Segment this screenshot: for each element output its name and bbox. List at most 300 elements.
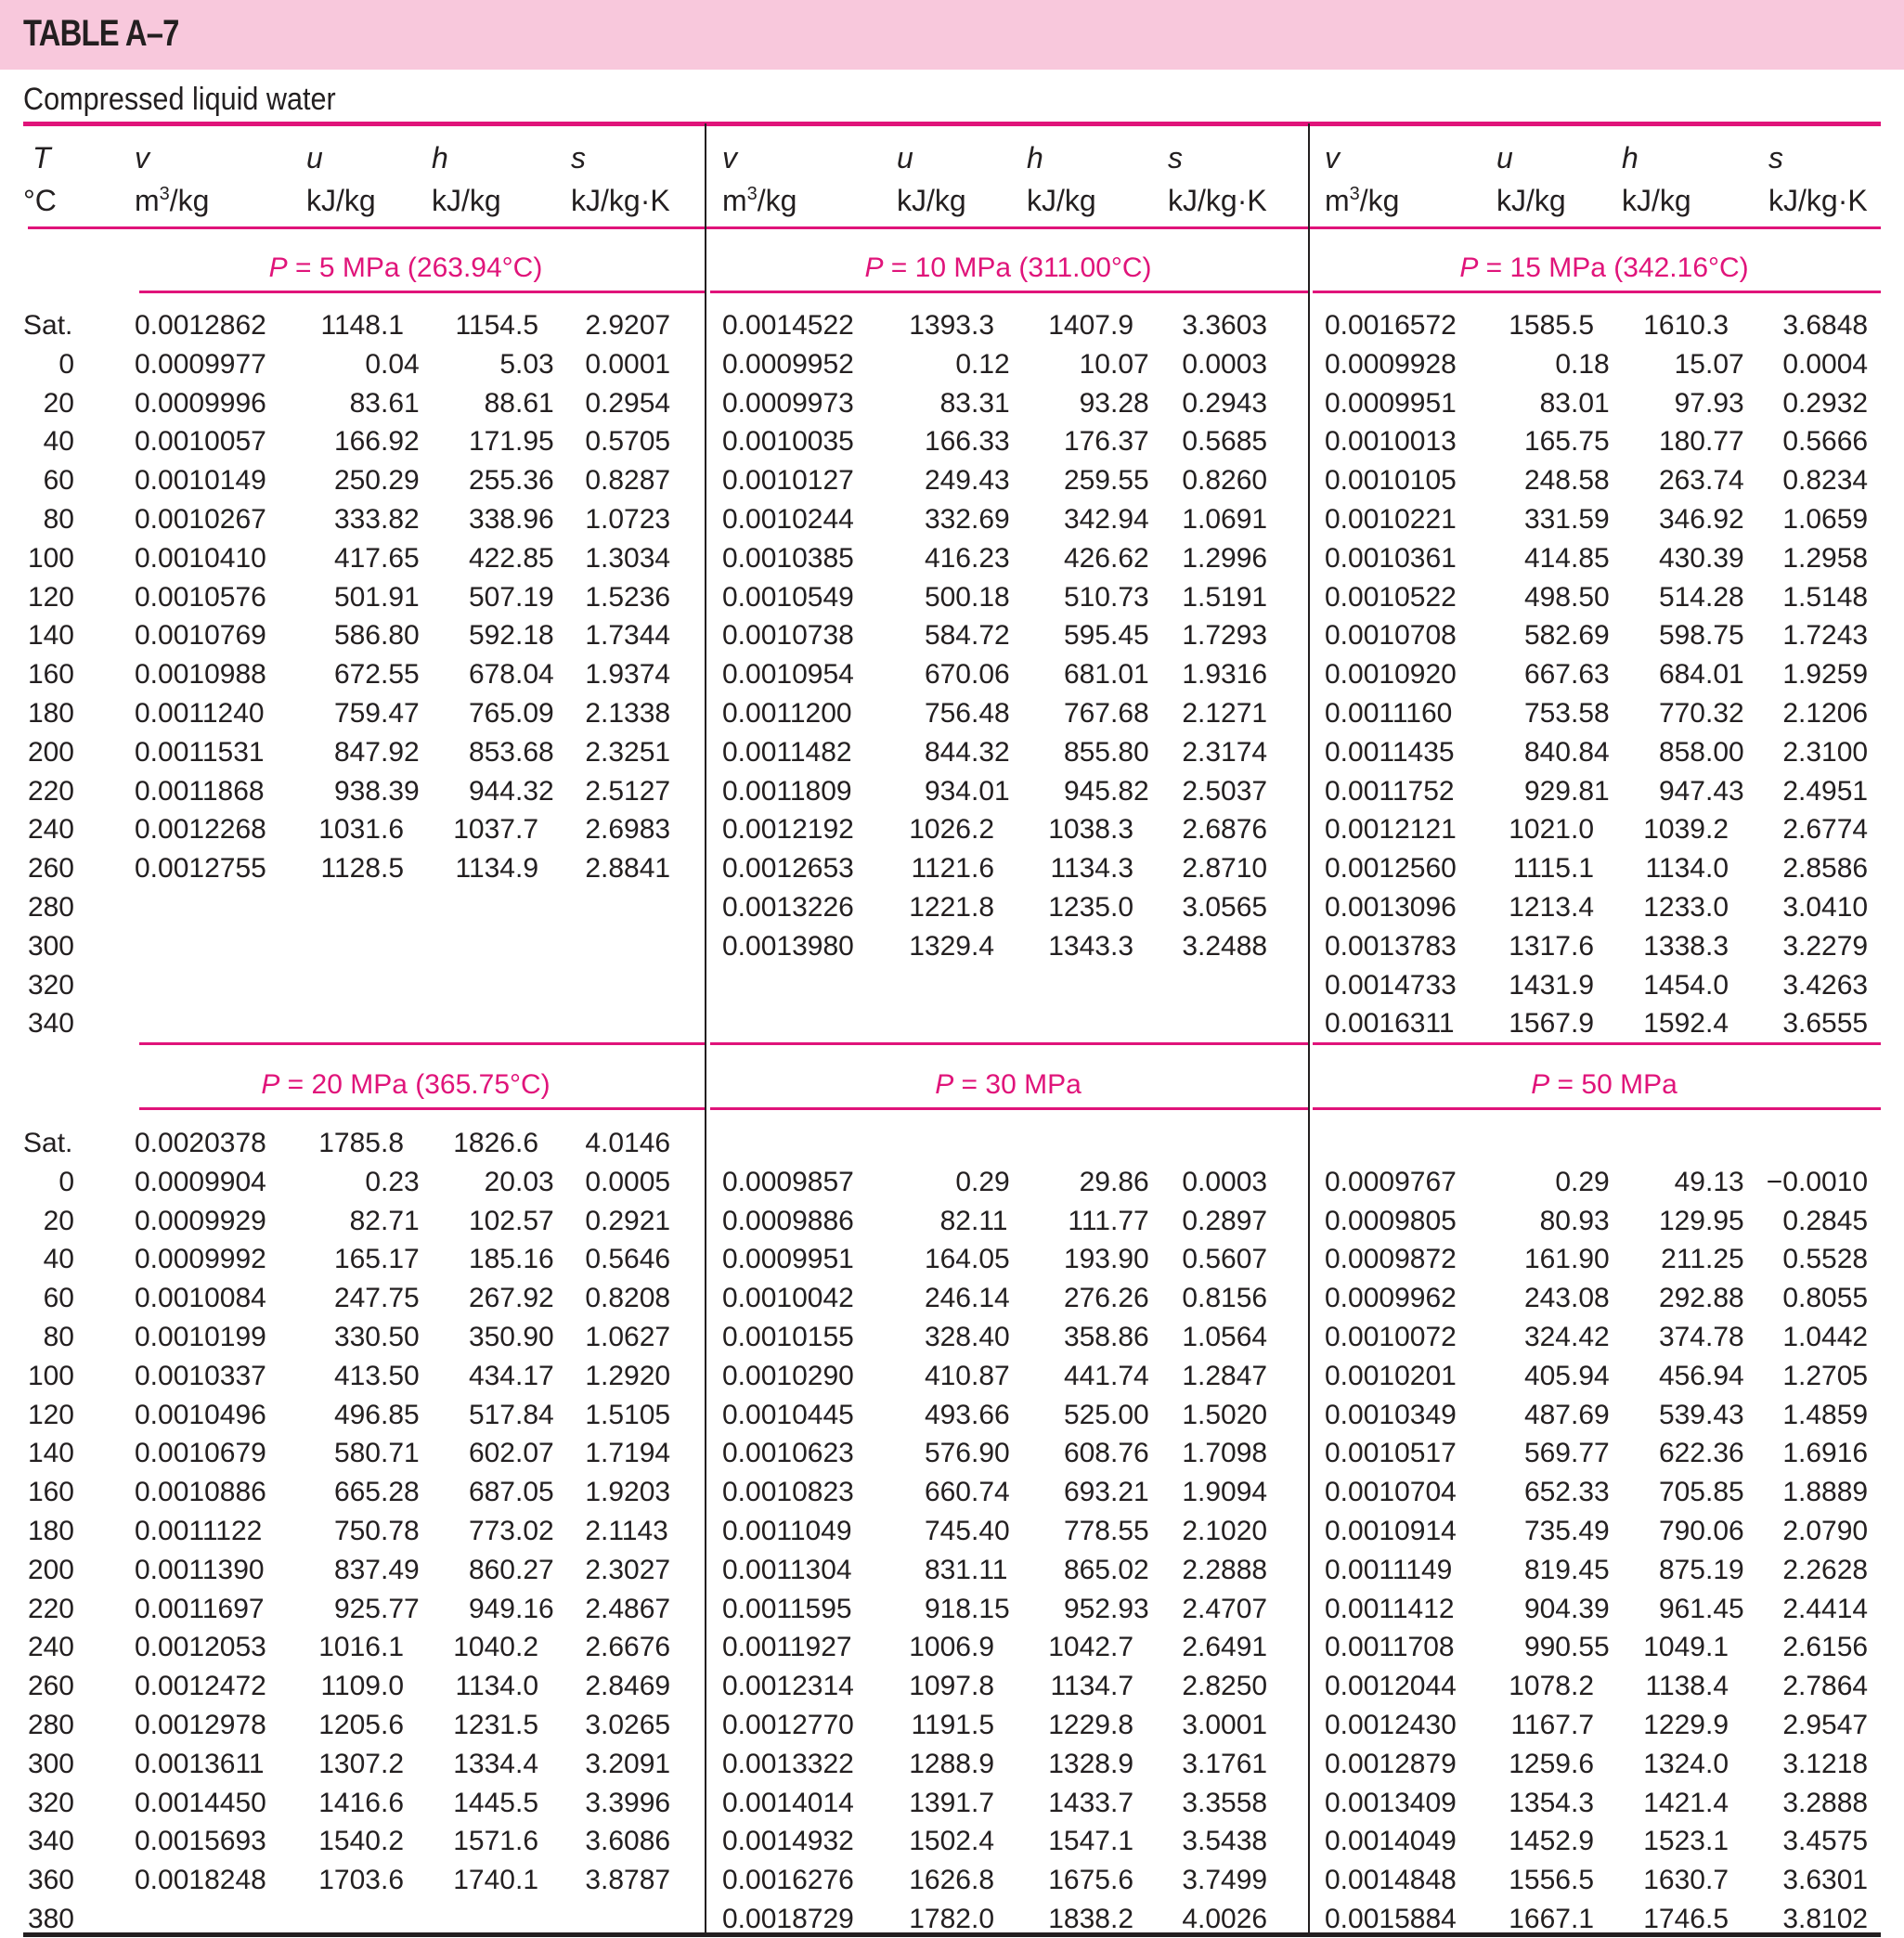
temperature-cell: 280: [27, 892, 74, 923]
pressure-label-1-2: [776, 252, 1240, 284]
cell-s-frac: .7344: [601, 620, 671, 652]
cell-v: 0.0010914: [1325, 1516, 1457, 1546]
cell-v: 0.0012978: [135, 1710, 266, 1740]
cell-v: 0.0010361: [1325, 542, 1457, 574]
cell-v: 0.0012862: [135, 310, 266, 341]
cell-h-frac: .9: [1110, 310, 1134, 341]
cell-u-frac: .8: [971, 892, 995, 923]
cell-u-frac: .08: [1571, 1283, 1610, 1314]
header-u-symbol-3: u: [1496, 141, 1513, 174]
cell-h-frac: .00: [1705, 736, 1744, 768]
cell-u-int: 918: [924, 1593, 971, 1624]
temperature-cell: Sat.: [23, 310, 73, 341]
cell-h-frac: .16: [515, 1593, 554, 1624]
cell-s-frac: .2628: [1798, 1554, 1869, 1585]
cell-u-frac: .15: [971, 1593, 1010, 1624]
cell-u-int: 1031: [318, 814, 381, 846]
cell-u-int: 672: [333, 659, 381, 691]
cell-h-frac: .4: [1705, 1787, 1729, 1818]
cell-h-frac: .43: [1705, 775, 1744, 807]
cell-h-frac: .2: [1705, 814, 1729, 846]
cell-v: 0.0014014: [722, 1787, 854, 1818]
cell-h-int: 1231: [453, 1710, 515, 1740]
cell-s-int: 2: [585, 814, 601, 846]
cell-v: 0.0011868: [135, 775, 265, 807]
cell-u-int: 330: [333, 1322, 381, 1352]
cell-u-int: 0: [365, 348, 381, 380]
cell-u-frac: .90: [971, 1438, 1010, 1469]
cell-h-frac: .4: [1705, 1008, 1729, 1040]
cell-h-int: 510: [1063, 581, 1110, 613]
cell-u-frac: .85: [381, 1399, 420, 1430]
cell-v: 0.0010954: [722, 659, 854, 691]
cell-s-frac: .8208: [601, 1283, 671, 1314]
cell-h-frac: .4: [515, 1748, 539, 1779]
cell-s-frac: .8841: [601, 853, 671, 885]
header-s-unit-2: kJ/kg·K: [1168, 184, 1267, 217]
cell-h-frac: .95: [1705, 1205, 1744, 1236]
cell-v: 0.0010149: [135, 465, 266, 497]
cell-s-int: 1: [1782, 542, 1798, 574]
cell-s-int: 1: [1182, 1322, 1198, 1352]
cell-h-frac: .3: [1110, 930, 1134, 962]
cell-s-frac: .5236: [601, 581, 671, 613]
cell-s-int: 2: [1182, 814, 1198, 846]
cell-s-frac: .0265: [601, 1710, 671, 1740]
cell-s-frac: .6774: [1798, 814, 1869, 846]
cell-v: 0.0010057: [135, 426, 266, 458]
cell-s-int: 1: [1782, 1477, 1798, 1508]
cell-u-int: 1667: [1509, 1904, 1571, 1934]
temperature-cell: 240: [27, 1632, 74, 1663]
temperature-cell: 140: [27, 1438, 74, 1469]
cell-v: 0.0013611: [135, 1748, 265, 1779]
cell-h-frac: .2: [1110, 1904, 1134, 1934]
cell-h-int: 276: [1063, 1283, 1110, 1314]
cell-h-int: 10: [1079, 348, 1110, 380]
cell-v: 0.0014932: [722, 1826, 854, 1857]
cell-s-int: 1: [1782, 659, 1798, 691]
temperature-cell: 260: [27, 1671, 74, 1702]
cell-u-int: 580: [333, 1438, 381, 1469]
cell-s-frac: .5191: [1198, 581, 1268, 613]
pressure-value: = 5 MPa (263.94°C): [287, 252, 543, 283]
cell-v: 0.0013409: [1325, 1787, 1457, 1818]
cell-v: 0.0012472: [135, 1671, 266, 1702]
cell-h-int: 1233: [1643, 892, 1705, 923]
header-s-symbol-1: s: [571, 141, 586, 174]
cell-u-int: 652: [1523, 1477, 1571, 1508]
cell-v: 0.0020378: [135, 1128, 266, 1158]
cell-h-int: 1740: [453, 1865, 515, 1896]
cell-v: 0.0012560: [1325, 853, 1457, 885]
unit-tail: /kg: [757, 184, 797, 217]
cell-u-frac: .87: [971, 1360, 1010, 1391]
cell-h-int: 1134: [455, 853, 515, 885]
cell-s-frac: .8889: [1798, 1477, 1869, 1508]
temperature-cell: 80: [43, 1322, 74, 1352]
cell-v: 0.0011240: [135, 698, 265, 729]
cell-u-int: 0: [1555, 348, 1571, 380]
cell-u-frac: .59: [1571, 504, 1610, 535]
cell-u-int: 1502: [909, 1826, 971, 1857]
cell-s-int: 2: [1182, 853, 1198, 885]
cell-h-frac: .32: [515, 775, 554, 807]
cell-u-frac: .8: [971, 1865, 995, 1896]
cell-v: 0.0011200: [722, 698, 852, 729]
cell-u-int: 82: [349, 1205, 381, 1236]
cell-s-frac: .0564: [1198, 1322, 1268, 1352]
cell-u-int: 1329: [909, 930, 971, 962]
cell-s-int: 2: [1182, 736, 1198, 768]
cell-u-int: 925: [333, 1593, 381, 1624]
cell-u-int: 1431: [1509, 969, 1571, 1001]
cell-s-frac: .0146: [601, 1128, 671, 1158]
cell-h-frac: .45: [1110, 620, 1149, 652]
cell-h-frac: .77: [1705, 426, 1744, 458]
cell-h-int: 171: [468, 426, 515, 458]
cell-s-frac: .2279: [1798, 930, 1869, 962]
temperature-cell: 380: [27, 1904, 74, 1934]
temperature-cell: 180: [27, 1516, 74, 1546]
cell-u-int: 1016: [318, 1632, 381, 1663]
cell-s-frac: .6491: [1198, 1632, 1268, 1663]
cell-s-int: 1: [1782, 1438, 1798, 1469]
cell-v: 0.0013096: [1325, 892, 1457, 923]
cell-v: 0.0012653: [722, 853, 854, 885]
cell-h-frac: .00: [1110, 1399, 1149, 1430]
cell-h-int: 622: [1658, 1438, 1705, 1469]
cell-s-int: 3: [1182, 892, 1198, 923]
cell-h-frac: .86: [1110, 1166, 1149, 1197]
cell-h-int: 15: [1674, 348, 1705, 380]
cell-h-int: 1826: [453, 1128, 515, 1158]
cell-s-int: 1: [1782, 1399, 1798, 1430]
cell-u-frac: .7: [1571, 1710, 1595, 1740]
cell-v: 0.0011412: [1325, 1593, 1455, 1624]
cell-u-int: 83: [939, 387, 971, 419]
cell-s-int: 0: [1182, 426, 1198, 458]
cell-h-frac: .93: [1110, 1593, 1149, 1624]
cell-v: 0.0010290: [722, 1360, 854, 1391]
cell-u-int: 324: [1523, 1322, 1571, 1352]
cell-s-int: 0: [585, 465, 601, 497]
cell-s-frac: .0026: [1198, 1904, 1268, 1934]
cell-v: 0.0010201: [1325, 1360, 1457, 1391]
temperature-cell: 60: [43, 465, 74, 497]
cell-u-frac: .81: [1571, 775, 1610, 807]
cell-h-frac: .3: [1110, 814, 1134, 846]
cell-s-int: 2: [585, 1516, 601, 1546]
cell-h-int: 422: [468, 542, 515, 574]
cell-u-int: 1115: [1512, 853, 1571, 885]
cell-s-int: 2: [1782, 853, 1798, 885]
cell-h-frac: .0: [1705, 969, 1729, 1001]
cell-s-frac: .8055: [1798, 1283, 1869, 1314]
cell-s-int: 1: [1782, 581, 1798, 613]
cell-u-frac: .50: [381, 1360, 420, 1391]
cell-v: 0.0010221: [1325, 504, 1457, 535]
cell-v: 0.0010522: [1325, 581, 1457, 613]
table-title: TABLE A–7: [23, 13, 179, 54]
cell-h-int: 1334: [453, 1748, 515, 1779]
cell-s-frac: .0565: [1198, 892, 1268, 923]
cell-s-frac: .4951: [1798, 775, 1869, 807]
cell-u-frac: .85: [1571, 542, 1610, 574]
cell-h-frac: .0: [1705, 1748, 1729, 1779]
cell-h-int: 944: [468, 775, 515, 807]
cell-u-frac: .75: [381, 1283, 420, 1314]
cell-s-frac: .3996: [601, 1787, 671, 1818]
cell-v: 0.0009962: [1325, 1283, 1457, 1314]
cell-u-frac: .04: [381, 348, 420, 380]
cell-h-int: 292: [1658, 1283, 1705, 1314]
cell-v: 0.0010337: [135, 1360, 266, 1391]
cell-h-frac: .94: [1705, 1360, 1744, 1391]
cell-v: 0.0011531: [135, 736, 265, 768]
cell-h-int: 514: [1658, 581, 1705, 613]
cell-u-int: 847: [333, 736, 381, 768]
cell-s-int: 2: [585, 1671, 601, 1702]
cell-h-int: 129: [1658, 1205, 1705, 1236]
divider-1: [705, 123, 706, 1935]
header-u-unit-3: kJ/kg: [1496, 184, 1566, 217]
cell-u-frac: .2: [381, 1826, 405, 1857]
cell-s-int: 1: [1182, 1438, 1198, 1469]
pressure-value: = 15 MPa (342.16°C): [1478, 252, 1749, 283]
cell-u-frac: .2: [1571, 1671, 1595, 1702]
cell-h-int: 1235: [1048, 892, 1110, 923]
cell-v: 0.0012430: [1325, 1710, 1457, 1740]
header-h-symbol-1: h: [432, 141, 448, 174]
cell-s-int: 2: [1782, 1593, 1798, 1624]
temperature-cell: 160: [27, 659, 74, 691]
unit-tail: /kg: [169, 184, 210, 217]
cell-s-int: 3: [1782, 1865, 1798, 1896]
cell-h-frac: .19: [515, 581, 554, 613]
cell-h-frac: .3: [1705, 310, 1729, 341]
cell-v: 0.0010084: [135, 1283, 266, 1314]
cell-u-frac: .9: [971, 1748, 995, 1779]
cell-s-int: 0: [585, 348, 601, 380]
header-v-symbol-2: v: [722, 141, 737, 174]
cell-u-frac: .5: [1571, 1865, 1595, 1896]
cell-h-int: 865: [1063, 1554, 1110, 1585]
cell-h-int: 1571: [453, 1826, 515, 1857]
cell-u-int: 831: [924, 1554, 971, 1585]
cell-s-int: 1: [585, 1322, 601, 1352]
cell-s-int: 2: [1782, 1632, 1798, 1663]
cell-s-frac: .7864: [1798, 1671, 1869, 1702]
cell-u-int: 753: [1523, 698, 1571, 729]
cell-u-frac: .50: [1571, 581, 1610, 613]
cell-h-frac: .62: [1110, 542, 1149, 574]
cell-h-frac: .39: [1705, 542, 1744, 574]
cell-s-frac: .7243: [1798, 620, 1869, 652]
header-s-unit-3: kJ/kg·K: [1768, 184, 1868, 217]
cell-h-int: 592: [468, 620, 515, 652]
cell-s-frac: .2488: [1198, 930, 1268, 962]
cell-u-int: 660: [924, 1477, 971, 1508]
cell-h-int: 1134: [455, 1671, 515, 1702]
cell-s-int: 2: [1782, 698, 1798, 729]
cell-u-frac: .58: [1571, 465, 1610, 497]
cell-u-frac: .33: [971, 426, 1010, 458]
cell-v: 0.0014848: [1325, 1865, 1457, 1896]
cell-h-int: 1229: [1643, 1710, 1705, 1740]
cell-h-frac: .68: [515, 736, 554, 768]
temperature-cell: 320: [27, 969, 74, 1001]
temperature-cell: 300: [27, 1748, 74, 1779]
cell-u-int: 904: [1523, 1593, 1571, 1624]
temperature-cell: Sat.: [23, 1128, 73, 1158]
cell-u-int: 582: [1523, 620, 1571, 652]
cell-v: 0.0012268: [135, 814, 266, 846]
cell-s-frac: .0003: [1198, 1166, 1268, 1197]
cell-s-int: 3: [1782, 930, 1798, 962]
cell-u-frac: .74: [971, 1477, 1010, 1508]
cell-v: 0.0010623: [722, 1438, 854, 1469]
pressure-symbol: P: [1531, 1069, 1550, 1100]
cell-h-int: 1421: [1643, 1787, 1705, 1818]
temperature-cell: 140: [27, 620, 74, 652]
cell-v: 0.0015884: [1325, 1904, 1457, 1934]
cell-v: 0.0018248: [135, 1865, 266, 1896]
cell-s-int: 2: [585, 775, 601, 807]
pressure-rule-1-3: [1313, 291, 1881, 293]
cell-h-frac: .76: [1110, 1438, 1149, 1469]
cell-u-frac: .71: [381, 1205, 420, 1236]
cell-v: 0.0012192: [722, 814, 854, 846]
cell-h-frac: .86: [1110, 1322, 1149, 1352]
cell-s-frac: .5528: [1798, 1244, 1869, 1275]
cell-v: 0.0011390: [135, 1554, 265, 1585]
cell-h-int: 602: [468, 1438, 515, 1469]
cell-s-frac: .5020: [1198, 1399, 1268, 1430]
cell-s-int: 1: [1782, 1322, 1798, 1352]
cell-h-int: 1134: [1645, 853, 1705, 885]
cell-h-frac: .55: [1110, 1516, 1149, 1546]
temperature-cell: 120: [27, 581, 74, 613]
cell-s-int: 0: [1782, 1244, 1798, 1275]
cell-v: 0.0010155: [722, 1322, 854, 1352]
cell-h-frac: .95: [515, 426, 554, 458]
cell-u-int: 667: [1523, 659, 1571, 691]
cell-h-frac: .01: [1705, 659, 1744, 691]
cell-h-frac: .05: [515, 1477, 554, 1508]
cell-h-int: 1134: [1050, 853, 1110, 885]
cell-u-frac: .3: [971, 310, 995, 341]
cell-v: 0.0009977: [135, 348, 266, 380]
cell-s-int: 1: [1182, 1399, 1198, 1430]
cell-v: 0.0010769: [135, 620, 266, 652]
cell-h-int: 1049: [1643, 1632, 1705, 1663]
cell-h-int: 176: [1063, 426, 1110, 458]
cell-u-int: 1109: [320, 1671, 381, 1702]
cell-h-frac: .7: [515, 814, 539, 846]
cell-h-int: 267: [468, 1283, 515, 1314]
cell-s-int: 2: [1782, 1671, 1798, 1702]
cell-u-int: 1006: [909, 1632, 971, 1663]
cell-s-int: 2: [585, 1554, 601, 1585]
cell-u-int: 1078: [1509, 1671, 1571, 1702]
cell-h-frac: .93: [1705, 387, 1744, 419]
cell-h-int: 1040: [453, 1632, 515, 1663]
temperature-cell: 340: [27, 1826, 74, 1857]
temperature-cell: 200: [27, 1554, 74, 1585]
cell-u-frac: .69: [1571, 620, 1610, 652]
cell-u-frac: .5: [1571, 310, 1595, 341]
cell-h-frac: .4: [1705, 1671, 1729, 1702]
cell-h-frac: .07: [1705, 348, 1744, 380]
cell-u-int: 1416: [318, 1787, 381, 1818]
cell-v: 0.0016572: [1325, 310, 1457, 341]
cell-h-frac: .1: [1705, 1826, 1729, 1857]
cell-h-int: 88: [484, 387, 515, 419]
temperature-cell: 360: [27, 1865, 74, 1896]
cell-h-frac: .5: [515, 1710, 539, 1740]
cell-u-int: 1205: [318, 1710, 381, 1740]
cell-u-frac: .40: [971, 1516, 1010, 1546]
cell-u-frac: .33: [1571, 1477, 1610, 1508]
temperature-cell: 220: [27, 775, 74, 807]
cell-u-int: 1391: [909, 1787, 971, 1818]
pressure-rule-top-2-1: [139, 1042, 705, 1045]
cell-s-int: 2: [585, 310, 601, 341]
cell-u-frac: .82: [381, 504, 420, 535]
header-u-unit-1: kJ/kg: [306, 184, 376, 217]
cell-h-int: 1445: [453, 1787, 515, 1818]
header-T-unit: °C: [23, 184, 57, 217]
cell-h-frac: .82: [1110, 775, 1149, 807]
cell-u-int: 1221: [909, 892, 971, 923]
cell-h-int: 770: [1658, 698, 1705, 729]
cell-h-int: 952: [1063, 1593, 1110, 1624]
cell-v: 0.0010013: [1325, 426, 1457, 458]
cell-v: 0.0010199: [135, 1322, 266, 1352]
cell-s-frac: .1338: [601, 698, 671, 729]
cell-h-frac: .17: [515, 1360, 554, 1391]
cell-u-frac: .6: [381, 814, 405, 846]
cell-s-int: 4: [585, 1128, 601, 1158]
cell-h-int: 1038: [1048, 814, 1110, 846]
unit-superscript: 3: [1349, 184, 1360, 204]
cell-s-frac: .8260: [1198, 465, 1268, 497]
cell-u-int: 1703: [318, 1865, 381, 1896]
cell-h-int: 1547: [1048, 1826, 1110, 1857]
cell-s-int: 2: [1182, 775, 1198, 807]
cell-h-frac: .28: [1705, 581, 1744, 613]
cell-s-int: 3: [585, 1865, 601, 1896]
cell-h-frac: .19: [1705, 1554, 1744, 1585]
cell-h-frac: .7: [1705, 1865, 1729, 1896]
cell-u-int: 1782: [909, 1904, 971, 1934]
cell-s-frac: .9374: [601, 659, 671, 691]
pressure-rule-2-2: [710, 1107, 1308, 1110]
cell-s-frac: .1143: [601, 1516, 668, 1546]
cell-v: 0.0010127: [722, 465, 854, 497]
cell-h-int: 434: [468, 1360, 515, 1391]
cell-v: 0.0015693: [135, 1826, 266, 1857]
pressure-label-2-3: [1372, 1069, 1836, 1101]
cell-s-int: 2: [585, 698, 601, 729]
cell-s-int: 3: [1782, 1008, 1798, 1040]
cell-u-int: 0: [955, 348, 971, 380]
cell-h-int: 875: [1658, 1554, 1705, 1585]
pressure-value: = 30 MPa: [953, 1069, 1082, 1100]
cell-h-int: 507: [468, 581, 515, 613]
pressure-rule-1-2: [710, 291, 1308, 293]
